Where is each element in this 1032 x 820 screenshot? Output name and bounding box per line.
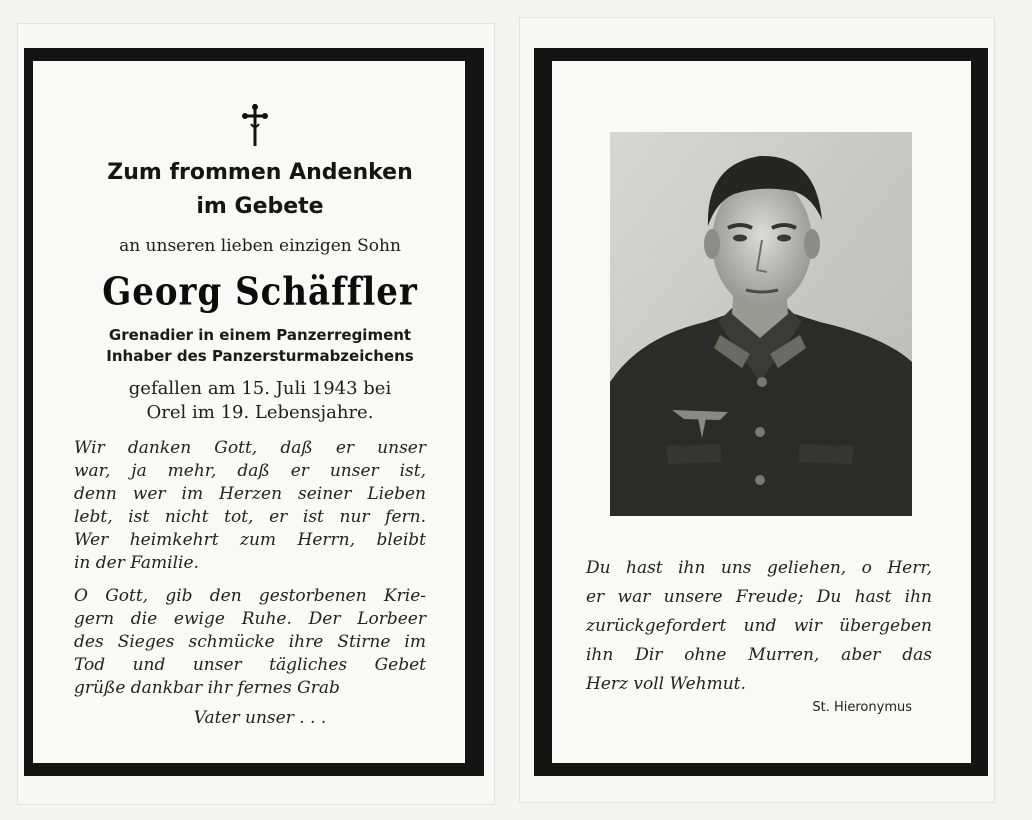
fallen-line-1: gefallen am 15. Juli 1943 bei <box>128 378 392 399</box>
closing-prayer: Vater unser . . . <box>193 708 327 728</box>
verse-line: Wir danken Gott, daß er unser <box>74 438 426 458</box>
quote-line: Herz voll Wehmut. <box>586 674 746 694</box>
portrait-photo <box>610 132 912 516</box>
intro-text: an unseren lieben einzigen Sohn <box>119 236 401 256</box>
prayer-line: des Sieges schmücke ihre Stirne im <box>74 632 426 652</box>
verse-line: lebt, ist nicht tot, er ist nur fern. <box>74 507 426 527</box>
deceased-name: Georg Schäffler <box>102 269 418 315</box>
quote-line: Du hast ihn uns geliehen, o Herr, <box>586 558 932 578</box>
quote-line: zurückgefordert und wir übergeben <box>586 616 932 636</box>
quote-attribution: St. Hieronymus <box>812 700 912 715</box>
prayer-line: Tod und unser tägliches Gebet <box>74 655 426 675</box>
heading-line-2: im Gebete <box>196 194 324 219</box>
fallen-line-2: Orel im 19. Lebensjahre. <box>146 402 374 423</box>
quote-line: er war unsere Freude; Du hast ihn <box>586 587 932 607</box>
prayer-line: O Gott, gib den gestorbenen Krie- <box>74 586 426 606</box>
rank-line-2: Inhaber des Panzersturmabzeichens <box>106 347 414 365</box>
heading-line-1: Zum frommen Andenken <box>107 160 413 185</box>
verse-line: in der Familie. <box>74 553 199 573</box>
prayer-line: gern die ewige Ruhe. Der Lorbeer <box>74 609 426 629</box>
rank-line-1: Grenadier in einem Panzerregiment <box>108 326 412 344</box>
cross-icon <box>241 102 269 148</box>
prayer-line: grüße dankbar ihr fernes Grab <box>74 678 340 698</box>
verse-line: war, ja mehr, daß er unser ist, <box>74 461 426 481</box>
verse-line: denn wer im Herzen seiner Lieben <box>74 484 426 504</box>
verse-line: Wer heimkehrt zum Herrn, bleibt <box>74 530 426 550</box>
quote-line: ihn Dir ohne Murren, aber das <box>586 645 932 665</box>
